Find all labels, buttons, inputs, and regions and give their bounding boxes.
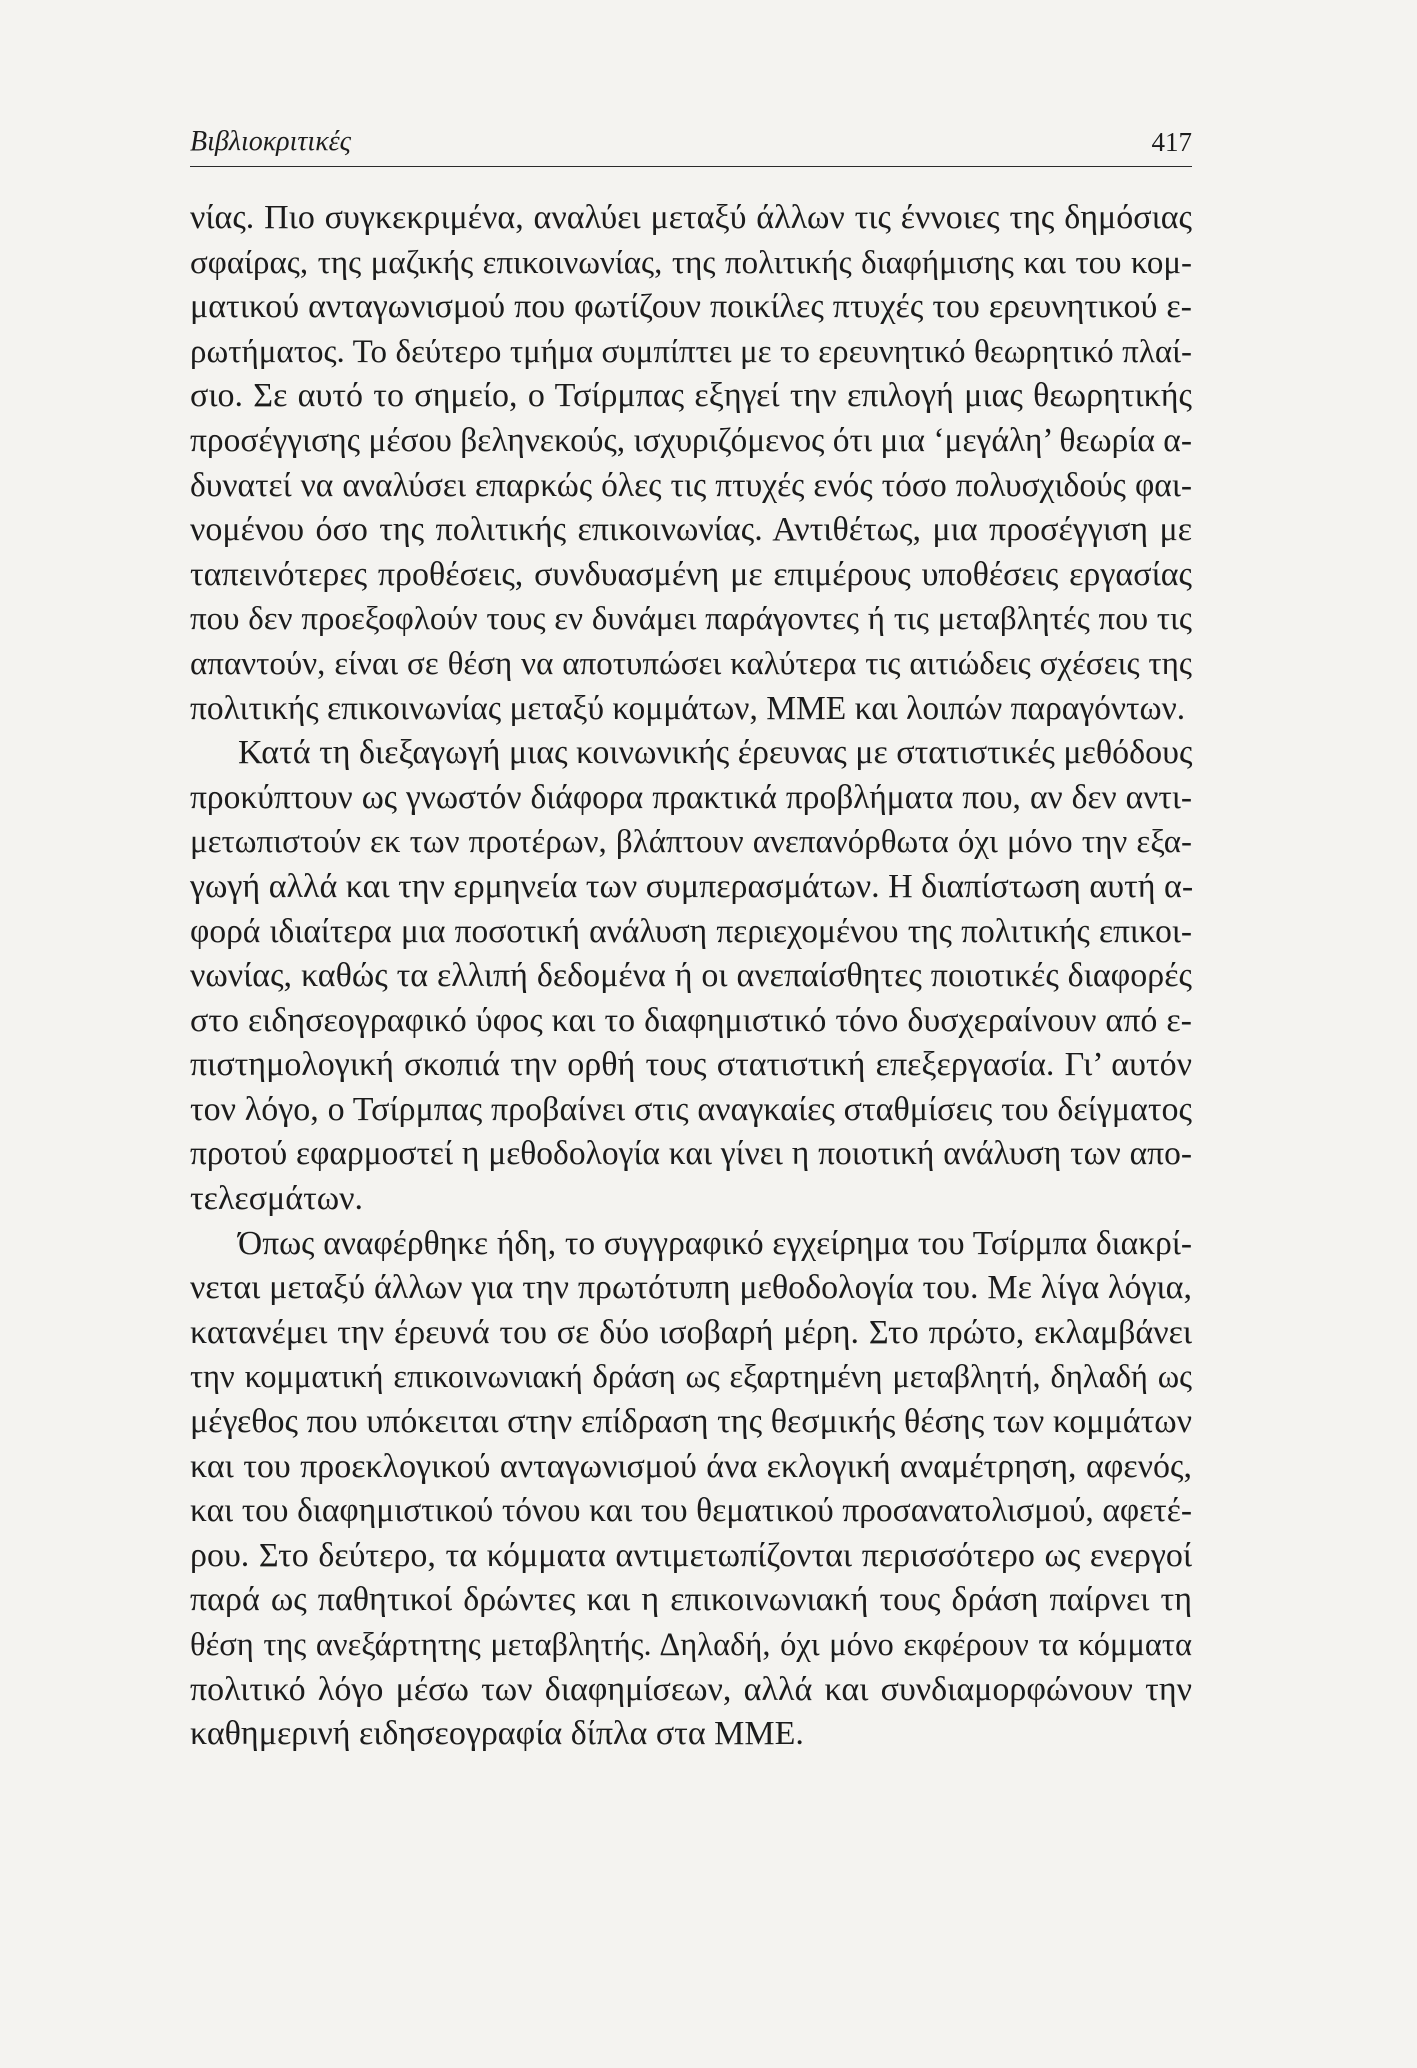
text-line: απαντούν, είναι σε θέση να αποτυπώσει καλύτερα τις αιτιώδεις σχέσεις της — [190, 645, 1192, 682]
text-line: που δεν προεξοφλούν τους εν δυνάμει παράγοντες ή τις μεταβλητές που τις — [190, 601, 1192, 638]
text-line: γωγή αλλά και την ερμηνεία των συμπερασμάτων. Η διαπίστωση αυτή α- — [190, 867, 1194, 905]
text-line: νεται μεταξύ άλλων για την πρωτότυπη μεθοδολογία του. Με λίγα λόγια, — [190, 1269, 1192, 1307]
text-line: παρά ως παθητικοί δρώντες και η επικοινωνιακή τους δράση παίρνει τη — [190, 1581, 1192, 1619]
text-line: δυνατεί να αναλύσει επαρκώς όλες τις πτυχές ενός τόσο πολυσχιδούς φαι- — [190, 466, 1192, 504]
text-line: πολιτικής επικοινωνίας μεταξύ κομμάτων, ΜΜΕ και λοιπών παραγόντων. — [190, 689, 1186, 727]
text-line: Όπως αναφέρθηκε ήδη, το συγγραφικό εγχείρημα του Τσίρμπα διακρί- — [238, 1224, 1192, 1262]
text-line: προτού εφαρμοστεί η μεθοδολογία και γίνει η ποιοτική ανάλυση των απο- — [190, 1135, 1192, 1173]
text-line: νομένου όσο της πολιτικής επικοινωνίας. Αντιθέτως, μια προσέγγιση με — [190, 511, 1192, 549]
body-text — [190, 196, 1192, 1757]
text-line: κατανέμει την έρευνά του σε δύο ισοβαρή μέρη. Στο πρώτο, εκλαμβάνει — [190, 1313, 1192, 1351]
text-line: ματικού ανταγωνισμού που φωτίζουν ποικίλες πτυχές του ερευνητικού ε- — [190, 288, 1192, 326]
text-line: μετωπιστούν εκ των προτέρων, βλάπτουν ανεπανόρθωτα όχι μόνο την εξα- — [190, 824, 1192, 861]
text-line: και του προεκλογικού ανταγωνισμού άνα εκλογική αναμέτρηση, αφενός, — [190, 1447, 1192, 1485]
running-head — [190, 126, 1192, 167]
text-line: θέση της ανεξάρτητης μεταβλητής. Δηλαδή, όχι μόνο εκφέρουν τα κόμματα — [190, 1627, 1192, 1663]
paragraph — [190, 1222, 1192, 1757]
text-line: φορά ιδιαίτερα μια ποσοτική ανάλυση περιεχομένου της πολιτικής επικοι- — [190, 912, 1192, 950]
text-line: και του διαφημιστικού τόνου και του θεματικού προσανατολισμού, αφετέ- — [190, 1492, 1192, 1530]
text-line: προκύπτουν ως γνωστόν διάφορα πρακτικά προβλήματα που, αν δεν αντι- — [190, 778, 1192, 816]
text-line: ταπεινότερες προθέσεις, συνδυασμένη με επιμέρους υποθέσεις εργασίας — [190, 555, 1192, 593]
text-line: στο ειδησεογραφικό ύφος και το διαφημιστικό τόνο δυσχεραίνουν από ε- — [190, 1001, 1192, 1039]
text-line: Κατά τη διεξαγωγή μιας κοινωνικής έρευνας με στατιστικές μεθόδους — [238, 734, 1193, 772]
text-line: νίας. Πιο συγκεκριμένα, αναλύει μεταξύ άλλων τις έννοιες της δημόσιας — [190, 199, 1192, 236]
text-line: προσέγγισης μέσου βεληνεκούς, ισχυριζόμενος ότι μια ‘μεγάλη’ θεωρία α- — [190, 421, 1192, 459]
text-line: τελεσμάτων. — [190, 1180, 363, 1218]
paragraph — [190, 196, 1192, 731]
text-line: πιστημολογική σκοπιά την ορθή τους στατιστική επεξεργασία. Γι’ αυτόν — [190, 1046, 1192, 1084]
text-line: καθημερινή ειδησεογραφία δίπλα στα ΜΜΕ. — [190, 1715, 804, 1753]
page-number: 417 — [1151, 127, 1192, 157]
text-line: την κομματική επικοινωνιακή δράση ως εξαρτημένη μεταβλητή, δηλαδή ως — [190, 1359, 1192, 1396]
text-line: σφαίρας, της μαζικής επικοινωνίας, της πολιτικής διαφήμισης και του κομ- — [190, 244, 1192, 281]
text-line: νωνίας, καθώς τα ελλιπή δεδομένα ή οι ανεπαίσθητες ποιοτικές διαφορές — [190, 957, 1192, 995]
text-line: πολιτικό λόγο μέσω των διαφημίσεων, αλλά και συνδιαμορφώνουν την — [190, 1670, 1192, 1708]
section-title: Βιβλιοκριτικές — [190, 126, 352, 157]
text-line: ρωτήματος. Το δεύτερο τμήμα συμπίπτει με το ερευνητικό θεωρητικό πλαί- — [190, 333, 1192, 370]
text-line: σιο. Σε αυτό το σημείο, ο Τσίρμπας εξηγεί την επιλογή μιας θεωρητικής — [190, 377, 1192, 415]
text-line: ρου. Στο δεύτερο, τα κόμματα αντιμετωπίζονται περισσότερο ως ενεργοί — [190, 1536, 1192, 1574]
text-line: μέγεθος που υπόκειται στην επίδραση της θεσμικής θέσης των κομμάτων — [190, 1403, 1192, 1441]
paragraph — [190, 731, 1192, 1222]
text-line: τον λόγο, ο Τσίρμπας προβαίνει στις αναγκαίες σταθμίσεις του δείγματος — [190, 1090, 1192, 1128]
